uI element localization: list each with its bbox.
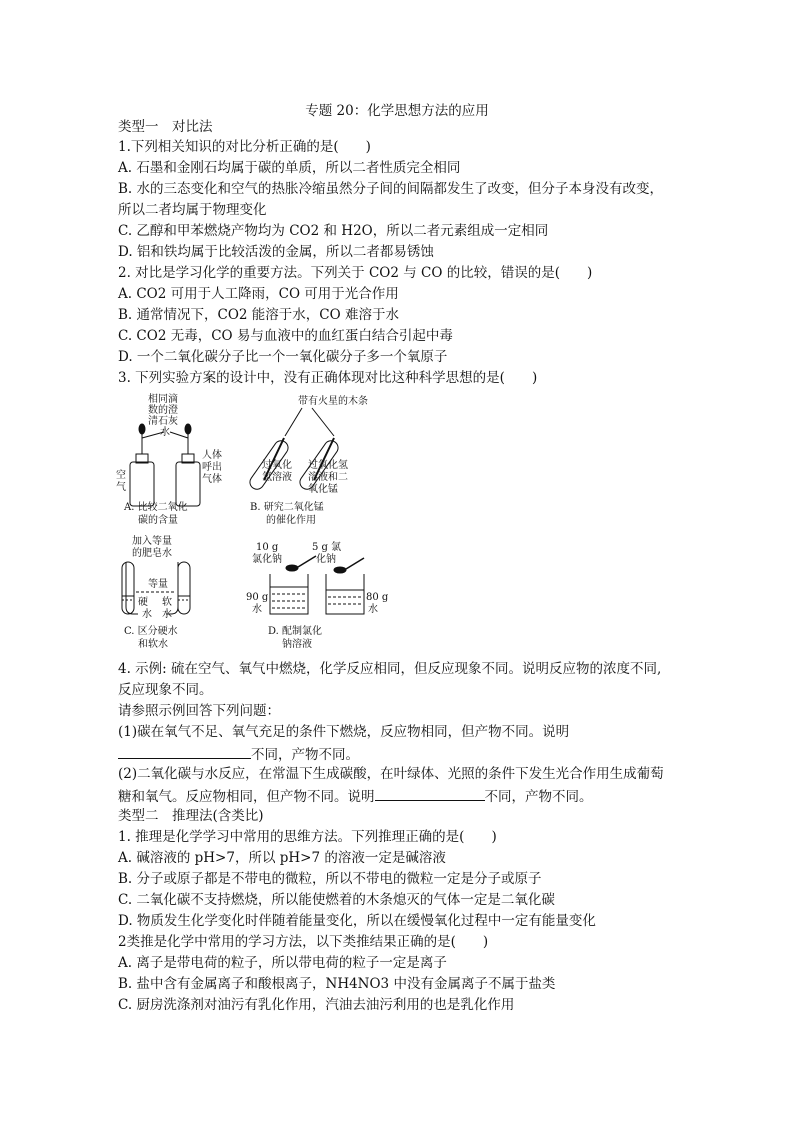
figure-a-top-label-2: 数的澄	[148, 405, 178, 416]
figure-d-right-side-label-1: 80 g	[366, 592, 389, 603]
figure-a-left-label-2: 气	[116, 482, 126, 493]
question-2-1-option-c: C. 二氧化碳不支持燃烧，所以能使燃着的木条熄灭的气体一定是二氧化碳	[118, 892, 555, 908]
figure-a-caption-2: 碳的含量	[138, 515, 178, 526]
figure-c-top-label-2: 的肥皂水	[132, 548, 172, 559]
figure-a-right-label-2: 呼出	[202, 462, 222, 473]
figure-c-mid-label: 等量	[148, 579, 168, 590]
question-1-2-option-a: A. CO2 可用于人工降雨，CO 可用于光合作用	[118, 286, 399, 302]
section-heading-2: 类型二 推理法(含类比)	[118, 808, 264, 824]
figure-b-top-label: 带有火星的木条	[298, 396, 368, 407]
question-1-1-option-d: D. 铝和铁均属于比较活泼的金属，所以二者都易锈蚀	[118, 244, 434, 260]
figure-c-caption-2: 和软水	[138, 639, 168, 650]
figure-d-right-side-label-2: 水	[368, 604, 378, 615]
figure-d-left-top-label-2: 氯化钠	[252, 554, 282, 565]
figure-b-left-label-2: 氢溶液	[262, 472, 292, 483]
question-1-2-option-c: C. CO2 无毒，CO 易与血液中的血红蛋白结合引起中毒	[118, 328, 453, 344]
figure-c-left-label-2: 水	[142, 609, 152, 620]
question-2-1-stem: 1. 推理是化学学习中常用的思维方法。下列推理正确的是( )	[118, 829, 497, 845]
figure-c-right-label-2: 水	[162, 609, 172, 620]
question-1-4-part-2c: 不同，产物不同。	[484, 789, 593, 805]
figure-a-top-label-4: 水	[160, 427, 170, 438]
figure-d-left-side-label-1: 90 g	[246, 592, 269, 603]
figure-c-top-label-1: 加入等量	[132, 536, 172, 547]
question-1-1-option-b-cont: 所以二者均属于物理变化	[118, 202, 267, 218]
figure-a-right-label-3: 气体	[202, 474, 222, 485]
figure-b-right-label-3: 氧化锰	[308, 484, 338, 495]
page-title: 专题 20：化学思想方法的应用	[305, 103, 489, 119]
question-1-4-part-1a: (1)碳在氧气不足、氧气充足的条件下燃烧，反应物相同，但产物不同。说明	[118, 724, 570, 740]
question-1-2-stem: 2. 对比是学习化学的重要方法。下列关于 CO2 与 CO 的比较，错误的是( )	[118, 265, 593, 281]
question-1-4-stem: 4. 示例: 硫在空气、氧气中燃烧，化学反应相同，但反应现象不同。说明反应物的浓度不同,	[118, 661, 662, 677]
figure-c-left-label-1: 硬	[138, 597, 148, 608]
question-2-2-option-c: C. 厨房洗涤剂对油污有乳化作用，汽油去油污利用的也是乳化作用	[118, 997, 515, 1013]
question-1-4-part-2b-line	[118, 786, 678, 807]
figure-d-left-side-label-2: 水	[252, 604, 262, 615]
figure-a-top-label-3: 清石灰	[148, 416, 178, 427]
answer-blank-1[interactable]	[118, 744, 251, 759]
experiment-figures	[112, 392, 412, 654]
figure-a-caption-1: A. 比较二氧化	[124, 502, 188, 513]
question-1-2-option-d: D. 一个二氧化碳分子比一个一氧化碳分子多一个氧原子	[118, 349, 448, 365]
figure-a-right-label-1: 人体	[202, 450, 222, 461]
figure-b-right-label-1: 过氧化氢	[308, 460, 348, 471]
figure-d-caption-1: D. 配制氯化	[268, 626, 323, 637]
question-1-1-stem: 1.下列相关知识的对比分析正确的是( )	[118, 139, 371, 155]
figure-d-caption-2: 钠溶液	[282, 639, 312, 650]
question-2-2-option-b: B. 盐中含有金属离子和酸根离子，NH4NO3 中没有金属离子不属于盐类	[118, 976, 556, 992]
question-1-4-part-2a: (2)二氧化碳与水反应，在常温下生成碳酸，在叶绿体、光照的条件下发生光合作用生成葡萄	[118, 766, 664, 782]
question-1-2-option-b: B. 通常情况下，CO2 能溶于水，CO 难溶于水	[118, 307, 399, 323]
question-1-1-option-b: B. 水的三态变化和空气的热胀冷缩虽然分子间的间隔都发生了改变，但分子本身没有改变，	[118, 181, 664, 197]
question-1-3-stem: 3. 下列实验方案的设计中，没有正确体现对比这种科学思想的是( )	[118, 370, 538, 386]
figure-b-caption-1: B. 研究二氧化锰	[250, 502, 324, 513]
question-2-2-stem: 2类推是化学中常用的学习方法，以下类推结果正确的是( )	[118, 934, 489, 950]
figure-b-left-label-1: 过氧化	[262, 460, 292, 471]
question-2-2-option-a: A. 离子是带电荷的粒子，所以带电荷的粒子一定是离子	[118, 955, 447, 971]
figure-b-caption-2: 的催化作用	[266, 515, 316, 526]
question-1-1-option-c: C. 乙醇和甲苯燃烧产物均为 CO2 和 H2O，所以二者元素组成一定相同	[118, 223, 549, 239]
question-2-1-option-d: D. 物质发生化学变化时伴随着能量变化，所以在缓慢氧化过程中一定有能量变化	[118, 913, 596, 929]
question-1-1-option-a: A. 石墨和金刚石均属于碳的单质，所以二者性质完全相同	[118, 160, 461, 176]
question-2-1-option-b: B. 分子或原子都是不带电的微粒，所以不带电的微粒一定是分子或原子	[118, 871, 542, 887]
question-1-4-stem-cont: 反应现象不同。	[118, 682, 213, 698]
section-heading-1: 类型一 对比法	[118, 119, 213, 135]
figure-a-left-label-1: 空	[116, 470, 126, 481]
question-1-4-part-1b: 不同，产物不同。	[251, 747, 359, 763]
question-2-1-option-a: A. 碱溶液的 pH>7，所以 pH>7 的溶液一定是碱溶液	[118, 850, 446, 866]
figure-b-right-label-2: 溶液和二	[308, 472, 348, 483]
figure-d-left-top-label-1: 10 g	[256, 542, 279, 553]
question-1-4-part-1b-line	[118, 744, 678, 765]
answer-blank-2[interactable]	[375, 786, 485, 801]
figure-d-right-top-label-1: 5 g 氯	[312, 542, 342, 553]
question-1-4-part-2b: 糖和氧气。反应物相同，但产物不同。说明	[118, 789, 375, 805]
question-1-4-prompt: 请参照示例回答下列问题：	[118, 703, 280, 719]
figure-d-right-top-label-2: 化钠	[316, 554, 336, 565]
figure-a-top-label-1: 相同滴	[148, 394, 178, 405]
figure-c-caption-1: C. 区分硬水	[124, 626, 178, 637]
figure-c-right-label-1: 软	[162, 597, 172, 608]
